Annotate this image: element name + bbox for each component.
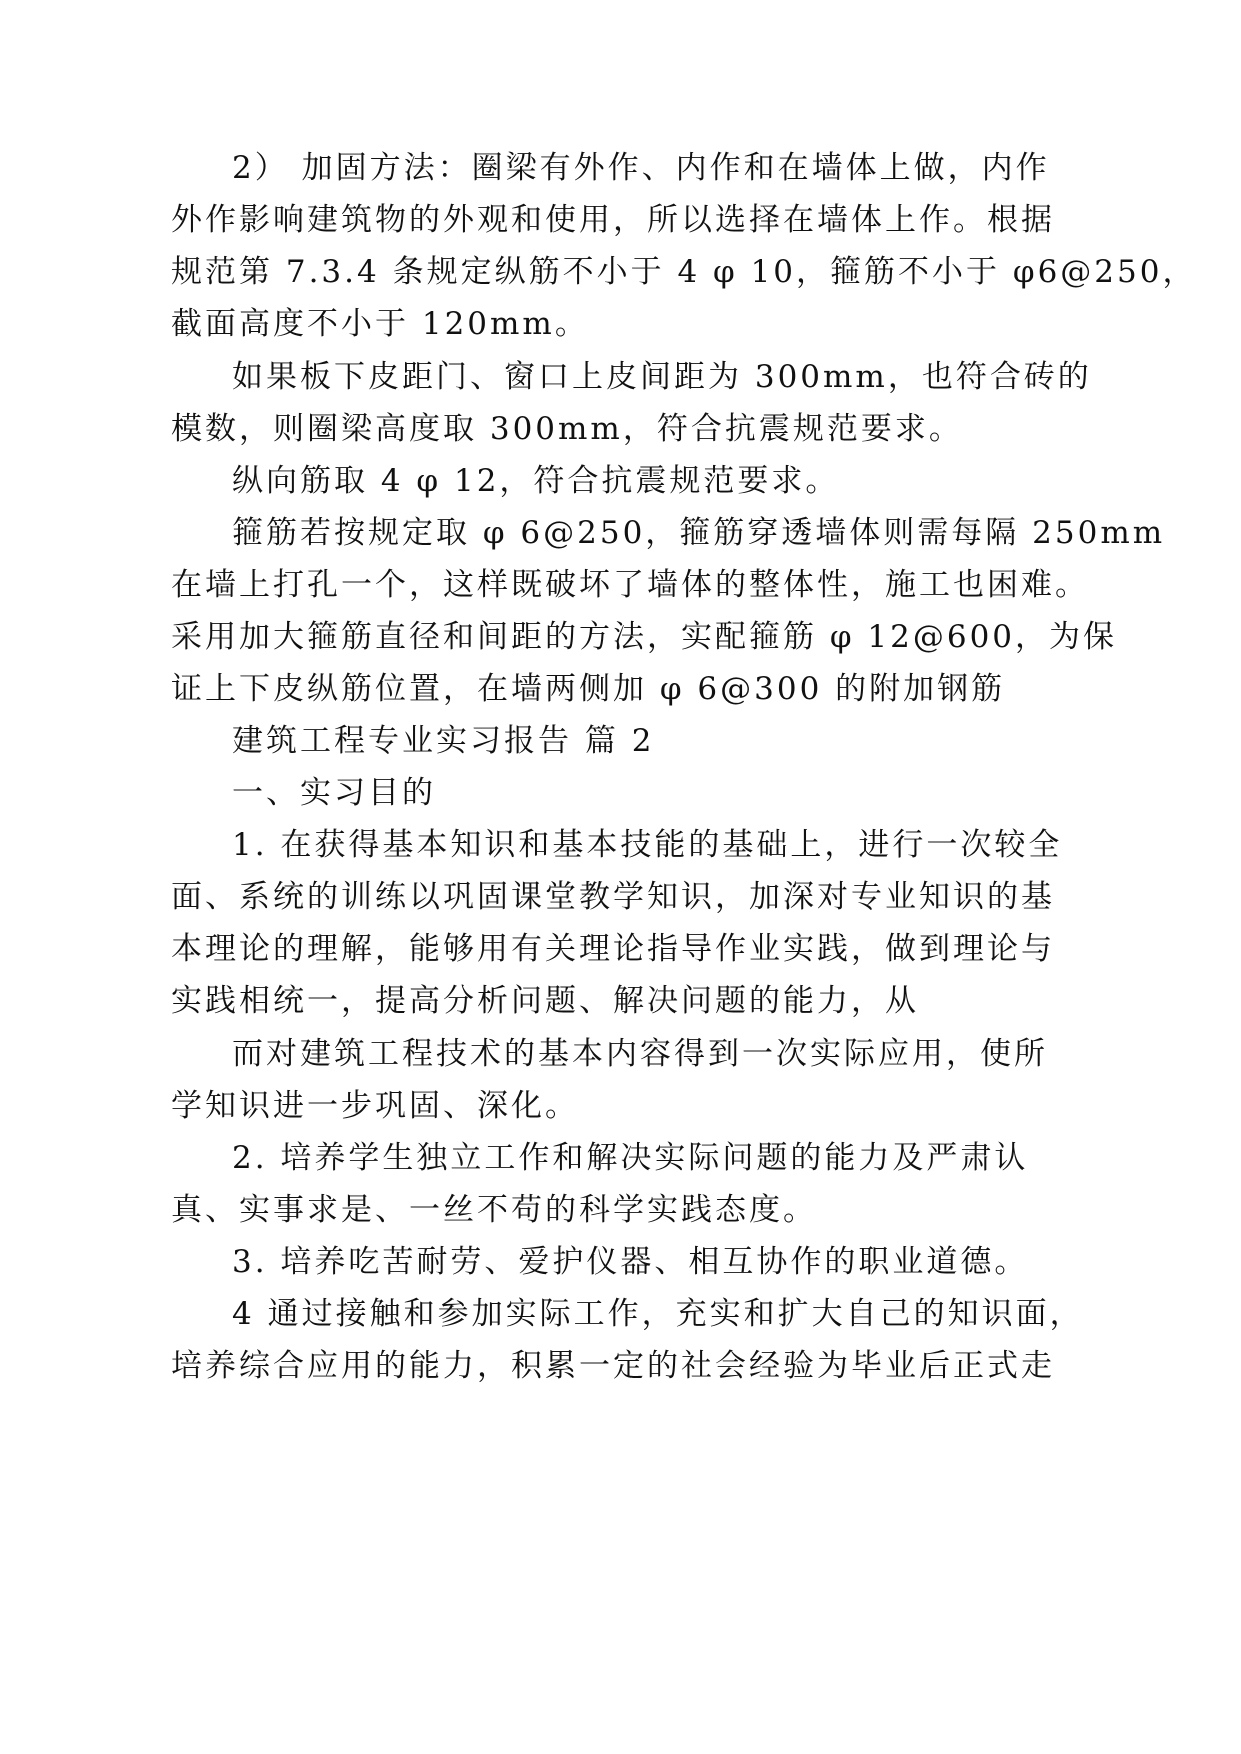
text-line: 4 通过接触和参加实际工作，充实和扩大自己的知识面， — [232, 1296, 1084, 1332]
text-line: 培养综合应用的能力，积累一定的社会经验为毕业后正式走 — [171, 1348, 1055, 1384]
subsection-heading: 一、实习目的 — [232, 775, 436, 811]
text-line: 而对建筑工程技术的基本内容得到一次实际应用，使所 — [232, 1036, 1048, 1072]
text-line: 在墙上打孔一个，这样既破坏了墙体的整体性，施工也困难。 — [171, 567, 1089, 603]
section-heading: 建筑工程专业实习报告 篇 2 — [232, 723, 655, 759]
text-line: 证上下皮纵筋位置，在墙两侧加 φ 6@300 的附加钢筋 — [171, 671, 1006, 707]
text-line: 实践相统一，提高分析问题、解决问题的能力，从 — [171, 983, 919, 1019]
text-line: 箍筋若按规定取 φ 6@250，箍筋穿透墙体则需每隔 250mm — [232, 515, 1166, 551]
text-line: 截面高度不小于 120mm。 — [171, 306, 589, 342]
text-line: 采用加大箍筋直径和间距的方法，实配箍筋 φ 12@600，为保 — [171, 619, 1118, 655]
text-line: 学知识进一步巩固、深化。 — [171, 1088, 579, 1124]
text-line: 1. 在获得基本知识和基本技能的基础上，进行一次较全 — [232, 827, 1063, 863]
text-line: 纵向筋取 4 φ 12，符合抗震规范要求。 — [232, 463, 840, 499]
text-line: 3. 培养吃苦耐劳、爱护仪器、相互协作的职业道德。 — [232, 1244, 1029, 1280]
text-line: 本理论的理解，能够用有关理论指导作业实践，做到理论与 — [171, 931, 1055, 967]
text-line: 面、系统的训练以巩固课堂教学知识，加深对专业知识的基 — [171, 879, 1055, 915]
text-line: 2. 培养学生独立工作和解决实际问题的能力及严肃认 — [232, 1140, 1029, 1176]
text-line: 真、实事求是、一丝不苟的科学实践态度。 — [171, 1192, 817, 1228]
text-line: 如果板下皮距门、窗口上皮间距为 300mm，也符合砖的 — [232, 359, 1092, 395]
text-line: 模数，则圈梁高度取 300mm，符合抗震规范要求。 — [171, 411, 963, 447]
text-line: 2） 加固方法：圈梁有外作、内作和在墙体上做，内作 — [232, 150, 1050, 186]
text-line: 规范第 7.3.4 条规定纵筋不小于 4 φ 10，箍筋不小于 φ6@250， — [171, 254, 1197, 290]
text-line: 外作影响建筑物的外观和使用，所以选择在墙体上作。根据 — [171, 202, 1055, 238]
